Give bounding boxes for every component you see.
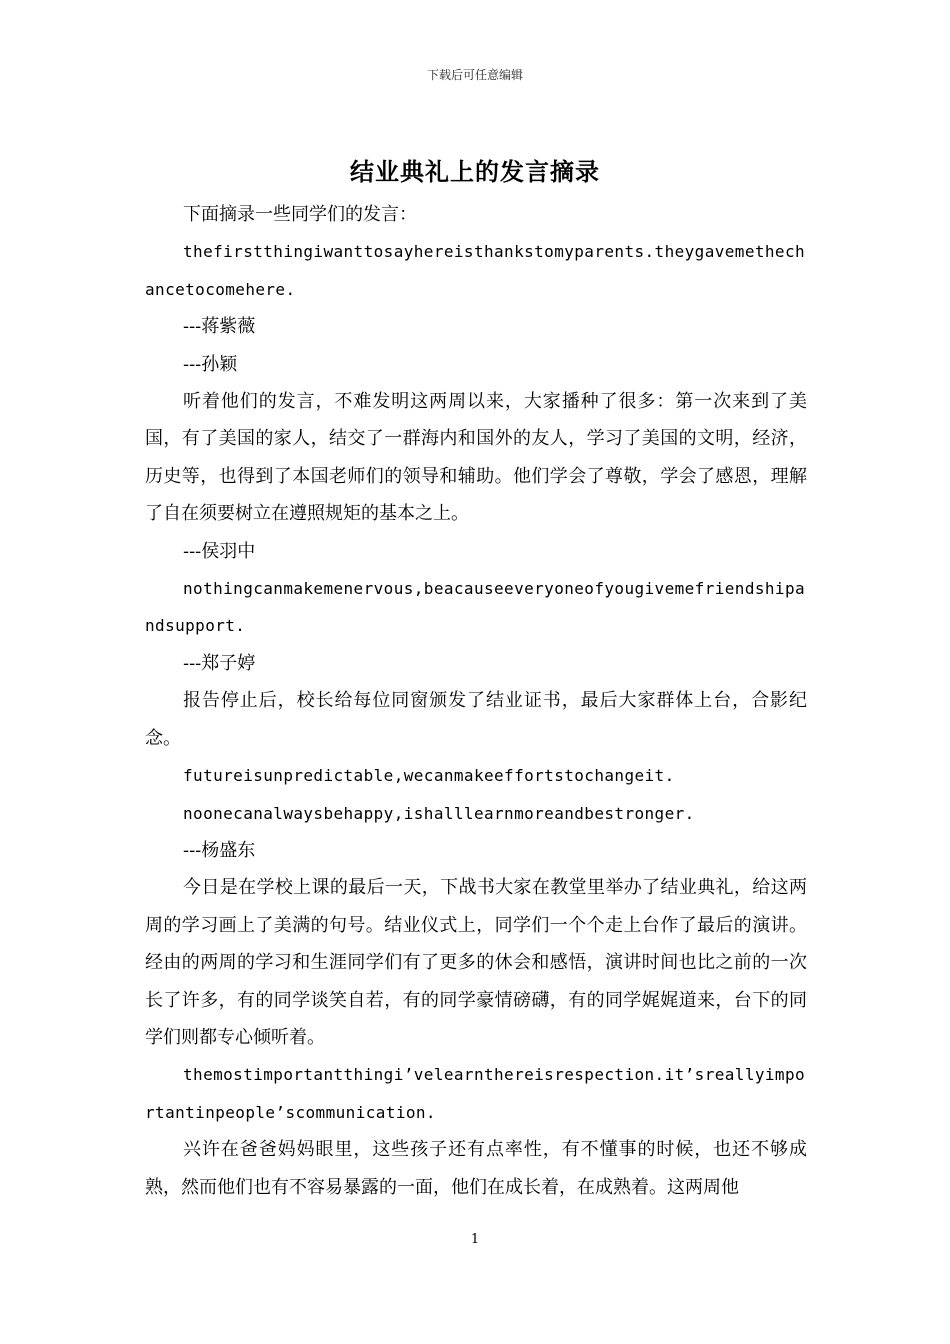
speaker-signature: ---孙颖 bbox=[183, 353, 238, 375]
speaker-signature: ---侯羽中 bbox=[183, 540, 256, 562]
paragraph-body: 报告停止后，校长给每位同窗颁发了结业证书，最后大家群体上台，合影纪念。 bbox=[145, 690, 807, 749]
paragraph-intro: 下面摘录一些同学们的发言： bbox=[183, 204, 417, 225]
paragraph-english-quote: noonecanalwaysbehappy,ishalllearnmoreandbestronger. bbox=[183, 803, 695, 823]
paragraph-english-quote: nothingcanmakemenervous,beacauseeveryoneofyougivemefriendshipandsupport. bbox=[145, 579, 806, 636]
paragraph-body: 听着他们的发言，不难发明这两周以来，大家播种了很多：第一次来到了美国，有了美国的家人，结交了一群海内和国外的友人，学习了美国的文明，经济，历史等，也得到了本国老师们的领导和辅助。他们学会了尊敬，学会了感恩，理解了自在须要树立在遵照规矩的基本之上。 bbox=[145, 391, 807, 525]
document-title: 结业典礼上的发言摘录 bbox=[350, 157, 600, 186]
paragraph-body: 今日是在学校上课的最后一天，下战书大家在教堂里举办了结业典礼，给这两周的学习画上了美满的句号。结业仪式上，同学们一个个走上台作了最后的演讲。经由的两周的学习和生涯同学们有了更多的休会和感悟，演讲时间也比之前的一次长了许多，有的同学谈笑自若，有的同学豪情磅礴，有的同学娓娓道来，台下的同学们则都专心倾听着。 bbox=[145, 877, 807, 1048]
speaker-signature: ---蒋紫薇 bbox=[183, 316, 256, 338]
paragraph-english-quote: themostimportantthingi’velearnthereisrespection.it’sreallyimportantinpeople’scommunication. bbox=[145, 1065, 806, 1122]
page-header: 下载后可任意编辑 bbox=[426, 68, 523, 82]
paragraph-english-quote: thefirstthingiwanttosayhereisthankstomyparents.theygavemethechancetocomehere. bbox=[145, 242, 806, 299]
document-body bbox=[145, 196, 807, 1206]
speaker-signature: ---杨盛东 bbox=[183, 839, 256, 861]
paragraph-body: 兴许在爸爸妈妈眼里，这些孩子还有点率性，有不懂事的时候，也还不够成熟，然而他们也有不容易暴露的一面，他们在成长着，在成熟着。这两周他 bbox=[145, 1139, 807, 1198]
page-number: 1 bbox=[470, 1232, 480, 1247]
speaker-signature: ---郑子婷 bbox=[183, 652, 256, 674]
paragraph-english-quote: futureisunpredictable,wecanmakeeffortstochangeit. bbox=[183, 766, 675, 786]
